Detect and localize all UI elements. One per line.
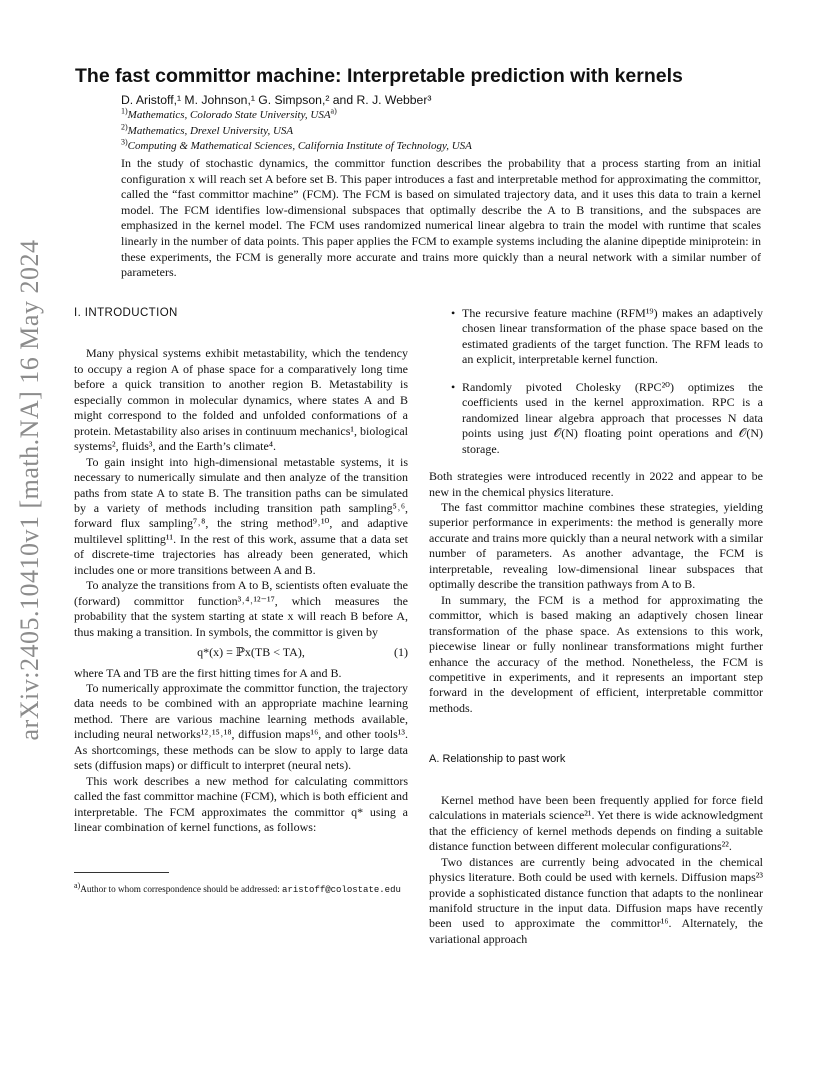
footnote-rule: [74, 872, 169, 873]
intro-paragraph-2: To gain insight into high-dimensional metastable systems, it is necessary to numerically simulate and then analyze of the transition paths from state A to state B. The transition paths can be simulated by a variety of methods including transition path sampling⁵˒⁶, forward flux sampling⁷˒⁸, the string method⁹˒¹⁰, and adaptive multilevel splitting¹¹. In the rest of this work, assume that a data set of discrete-time trajectories has already been generated, which includes one or more transitions between A and B.: [74, 454, 408, 577]
bullet-rfm: • The recursive feature machine (RFM¹⁹) makes an adaptively chosen linear transformation of the phase space based on the estimated gradients of the target function. The RFM leads to an explicit, interpretable kernel function.: [451, 306, 763, 367]
bullet-icon: •: [451, 379, 456, 394]
affiliation-1: $^{1)}$Mathematics, Colorado State University, USA$^{a)}$: [121, 106, 337, 121]
intro-paragraph-4: where TA and TB are the first hitting times for A and B.: [74, 665, 342, 680]
method-bullet-list: [429, 306, 763, 457]
section-heading-introduction: I. INTRODUCTION: [74, 307, 178, 319]
affiliation-list: [121, 108, 472, 155]
intro-paragraph-6: This work describes a new method for calculating committors called the fast committor machine (FCM), which is both efficient and interpretable. The FCM approximates the committor q* using a linear combination of kernel functions, as follows:: [74, 773, 408, 835]
right-paragraph-5: Two distances are currently being advocated in the chemical physics literature. Both could be used with kernels. Diffusion maps²³ provide a sophisticated distance function that adapts to the nonlinear manifold structure in the input data. Diffusion maps have recently been used to approximate the committor¹⁶. Alternately, the variational approach: [429, 854, 763, 946]
subsection-heading-past-work: A. Relationship to past work: [429, 753, 566, 766]
bullet-rpc: • Randomly pivoted Cholesky (RPC²⁰) optimizes the coefficients used in the kernel approximation. RPC is a randomized linear algebra approach that processes N data points using just 𝒪(N) floating point operations and 𝒪(N) storage.: [451, 379, 763, 456]
abstract: In the study of stochastic dynamics, the committor function describes the probability that a process starting from an initial configuration x will reach set A before set B. This paper introduces a fast and interpretable method for approximating the committor, called the “fast committor machine” (FCM). The FCM is based on simulated trajectory data, and it uses this data to train a kernel model. The FCM identifies low-dimensional subspaces that optimally describe the A to B transitions, and the subspaces are emphasized in the kernel model. The FCM uses randomized numerical linear algebra to train the model with runtime that scales linearly in the number of data points. This paper applies the FCM to example systems including the alanine dipeptide miniprotein: in these experiments, the FCM is generally more accurate and trains more quickly than a neural network with a similar number of parameters.: [121, 156, 761, 280]
author-list: D. Aristoff,¹ M. Johnson,¹ G. Simpson,² and R. J. Webber³: [121, 93, 432, 107]
right-paragraph-1: Both strategies were introduced recently in 2022 and appear to be new in the chemical physics literature.: [429, 469, 763, 499]
equation-1: [74, 645, 408, 660]
equation-number: (1): [394, 645, 408, 660]
intro-paragraph-1: Many physical systems exhibit metastability, which the tendency to occupy a region A of phase space for a comparatively long time before a quick transition to another region B. Metastability is especially common in molecular dynamics, where states A and B might correspond to the folded and unfolded conformations of a protein. Metastability also arises in continuum mechanics¹, biological systems², fluids³, and the Earth’s climate⁴.: [74, 346, 408, 454]
right-paragraph-3: In summary, the FCM is a method for approximating the committor, which is based making an adaptively chosen linear transformation of the phase space. As extensions to this work, piecewise linear or fully nonlinear transformations might further enhance the accuracy of the method. Nonetheless, the FCM is competitive in experiments, and it represents an important step forward in the development of efficient, interpretable committor methods.: [429, 592, 763, 715]
paper-title: The fast committor machine: Interpretable prediction with kernels: [75, 65, 683, 87]
intro-paragraph-3: To analyze the transitions from A to B, scientists often evaluate the (forward) committor function³˒⁴˒¹²⁻¹⁷, which measures the probability that the system starting at state x will reach B before A, thus making a transition. In symbols, the committor is given by: [74, 578, 408, 639]
intro-paragraph-5: To numerically approximate the committor function, the trajectory data needs to be combined with an appropriate machine learning method. There are various machine learning methods available, including neural networks¹²˒¹⁵˒¹⁸, diffusion maps¹⁶, and other tools¹³. As shortcomings, these methods can be slow to apply to large data sets (diffusion maps) or difficult to interpret (neural nets).: [74, 680, 408, 773]
committor-equation: q*(x) = ℙx(TB < TA),: [197, 645, 305, 660]
right-paragraph-4: Kernel method have been been frequently applied for force field calculations in materials science²¹. Yet there is wide acknowledgment that the efficiency of kernel methods depends on finding a suitable distance function between different molecular configurations²².: [429, 792, 763, 854]
left-column: [74, 306, 408, 897]
bullet-icon: •: [451, 306, 456, 320]
affiliation-2: $^{2)}$Mathematics, Drexel University, USA: [121, 121, 294, 137]
right-paragraph-2: The fast committor machine combines these strategies, yielding superior performance in experiments: the method is generally more accurate and trains more quickly than a neural network with a similar number of parameters. As another advantage, the FCM is interpretable, revealing low-dimensional linear subspaces that optimally describe the transition pathways from A to B.: [429, 499, 763, 592]
footnote: $^{a)}$Author to whom correspondence should be addressed: aristoff@colostate.edu: [74, 880, 401, 895]
correspondence-email: aristoff@colostate.edu: [282, 884, 401, 895]
affiliation-3: $^{3)}$Computing & Mathematical Sciences, California Institute of Technology, USA: [121, 137, 472, 152]
right-column: [429, 306, 763, 947]
arxiv-id-text: arXiv:2405.10410v1 [math.NA] 16 May 2024: [15, 239, 44, 741]
arxiv-identifier-stamp: [8, 230, 52, 750]
